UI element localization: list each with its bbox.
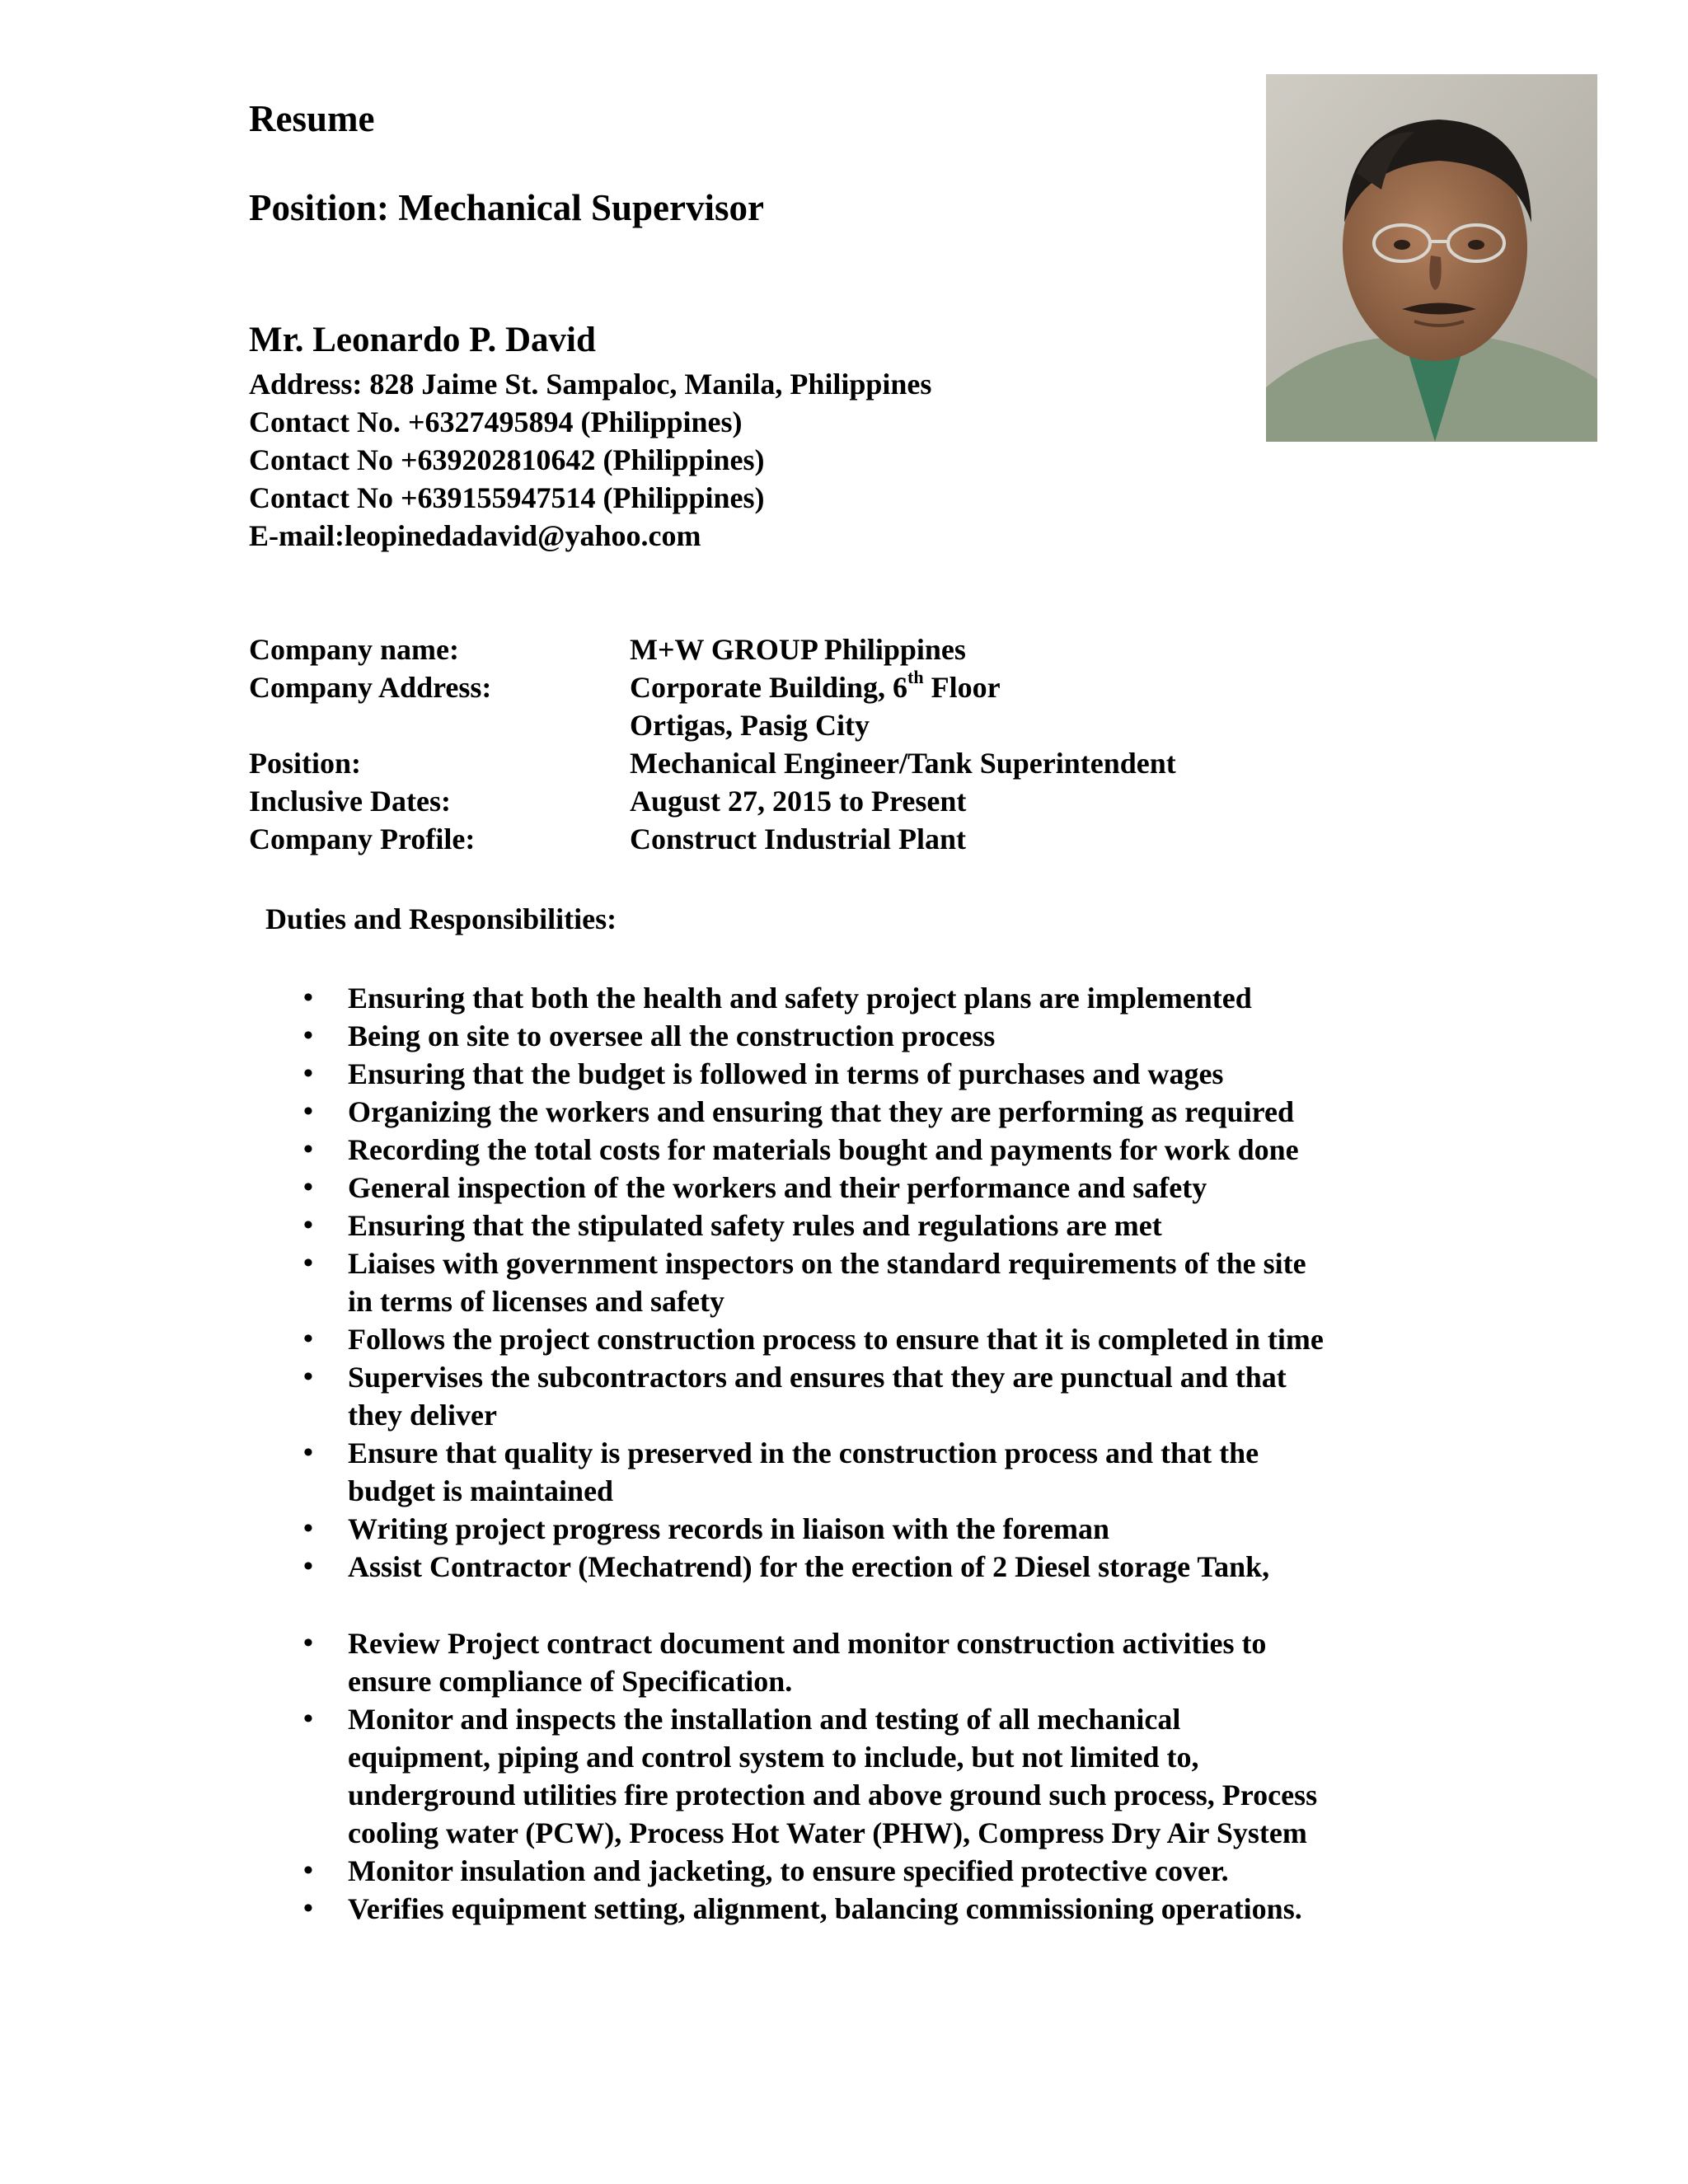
bullet-icon: • <box>303 1096 313 1127</box>
duty-text-line: Ensuring that the stipulated safety rules and regulations are met <box>348 1209 1162 1242</box>
duty-text-line: General inspection of the workers and their performance and safety <box>348 1171 1207 1204</box>
bullet-icon: • <box>303 1248 313 1278</box>
duty-text-line: Writing project progress records in liaison with the foreman <box>348 1512 1109 1545</box>
contact-line-3: Contact No +639155947514 (Philippines) <box>249 481 765 514</box>
duty-item <box>249 1358 1485 1434</box>
duty-text-line: in terms of licenses and safety <box>348 1285 724 1318</box>
company-name-value: M+W GROUP Philippines <box>630 633 966 666</box>
duty-text-line: equipment, piping and control system to include, but not limited to, <box>348 1741 1199 1774</box>
duty-text-line: Liaises with government inspectors on the standard requirements of the site <box>348 1247 1306 1280</box>
company-address-value <box>630 667 1001 705</box>
duty-item <box>249 1131 1485 1169</box>
duty-text-line: they deliver <box>348 1399 497 1432</box>
bullet-icon: • <box>303 1361 313 1392</box>
duty-text-line: budget is maintained <box>348 1474 614 1507</box>
bullet-icon: • <box>303 1513 313 1544</box>
duty-text-line: underground utilities fire protection and above ground such process, Process <box>348 1779 1318 1811</box>
duty-item <box>249 1093 1485 1131</box>
duty-text-line: ensure compliance of Specification. <box>348 1665 793 1698</box>
duty-text-line: cooling water (PCW), Process Hot Water (PHW), Compress Dry Air System <box>348 1816 1307 1849</box>
position-heading: Position: Mechanical Supervisor <box>249 187 764 228</box>
duty-text-line: Ensure that quality is preserved in the construction process and that the <box>348 1436 1259 1469</box>
bullet-icon: • <box>303 1058 313 1089</box>
bullet-icon: • <box>303 1134 313 1165</box>
duty-text-line: Organizing the workers and ensuring that they are performing as required <box>348 1095 1294 1128</box>
company-name-label: Company name: <box>249 633 460 666</box>
company-address-part-1: Corporate Building, 6 <box>630 671 908 704</box>
duty-text-line: Supervises the subcontractors and ensures that they are punctual and that <box>348 1361 1287 1394</box>
duty-item <box>249 1169 1485 1207</box>
position-value: Mechanical Engineer/Tank Superintendent <box>630 747 1176 780</box>
dates-label: Inclusive Dates: <box>249 785 451 818</box>
duty-text-line: Review Project contract document and monitor construction activities to <box>348 1627 1267 1660</box>
duty-item <box>249 1055 1485 1093</box>
ordinal-suffix: th <box>907 667 924 687</box>
bullet-icon: • <box>303 1628 313 1658</box>
duty-item <box>249 1700 1485 1852</box>
duties-heading: Duties and Responsibilities: <box>265 902 617 935</box>
bullet-icon: • <box>303 1324 313 1354</box>
duty-item <box>249 1852 1485 1890</box>
duty-item <box>249 1548 1485 1586</box>
duty-item <box>249 979 1485 1017</box>
applicant-photo <box>1266 74 1597 442</box>
duty-text-line: Being on site to oversee all the construction process <box>348 1019 996 1052</box>
bullet-icon: • <box>303 1893 313 1924</box>
duty-text-line: Monitor and inspects the installation and testing of all mechanical <box>348 1703 1181 1736</box>
contact-line-2: Contact No +639202810642 (Philippines) <box>249 443 765 476</box>
contact-block <box>249 365 931 555</box>
duty-text-line: Follows the project construction process to ensure that it is completed in time <box>348 1323 1324 1356</box>
duty-item <box>249 1510 1485 1548</box>
bullet-icon: • <box>303 1437 313 1468</box>
duty-text-line: Assist Contractor (Mechatrend) for the erection of 2 Diesel storage Tank, <box>348 1550 1270 1583</box>
company-address-line-2: Ortigas, Pasig City <box>630 709 870 742</box>
duty-item <box>249 1320 1485 1358</box>
contact-line-1: Contact No. +6327495894 (Philippines) <box>249 405 743 438</box>
duty-item <box>249 1207 1485 1244</box>
duty-item <box>249 1244 1485 1320</box>
bullet-icon: • <box>303 1210 313 1240</box>
duty-item <box>249 1017 1485 1055</box>
duty-text-line: Ensuring that the budget is followed in terms of purchases and wages <box>348 1057 1224 1090</box>
duties-list <box>249 979 1485 1928</box>
applicant-name: Mr. Leonardo P. David <box>249 321 596 359</box>
bullet-icon: • <box>303 982 313 1013</box>
address-line: Address: 828 Jaime St. Sampaloc, Manila, Philippines <box>249 368 932 401</box>
bullet-icon: • <box>303 1704 313 1734</box>
bullet-icon: • <box>303 1020 313 1051</box>
duty-text-line: Verifies equipment setting, alignment, balancing commissioning operations. <box>348 1892 1302 1925</box>
company-address-label: Company Address: <box>249 671 492 704</box>
bullet-icon: • <box>303 1855 313 1886</box>
profile-label: Company Profile: <box>249 823 476 855</box>
dates-value: August 27, 2015 to Present <box>630 785 967 818</box>
portrait-image <box>1266 74 1597 442</box>
duty-item <box>249 1624 1485 1700</box>
bullet-icon: • <box>303 1172 313 1202</box>
duty-text-line: Ensuring that both the health and safety project plans are implemented <box>348 982 1252 1015</box>
position-label: Position: <box>249 747 362 780</box>
duty-item <box>249 1434 1485 1510</box>
duty-text-line: Recording the total costs for materials bought and payments for work done <box>348 1133 1299 1166</box>
duty-text-line: Monitor insulation and jacketing, to ensure specified protective cover. <box>348 1854 1229 1887</box>
duty-item <box>249 1890 1485 1928</box>
profile-value: Construct Industrial Plant <box>630 823 967 855</box>
company-address-part-2: Floor <box>923 671 1001 704</box>
email-line: E-mail:leopinedadavid@yahoo.com <box>249 519 701 552</box>
bullet-icon: • <box>303 1551 313 1582</box>
document-title: Resume <box>249 98 375 139</box>
